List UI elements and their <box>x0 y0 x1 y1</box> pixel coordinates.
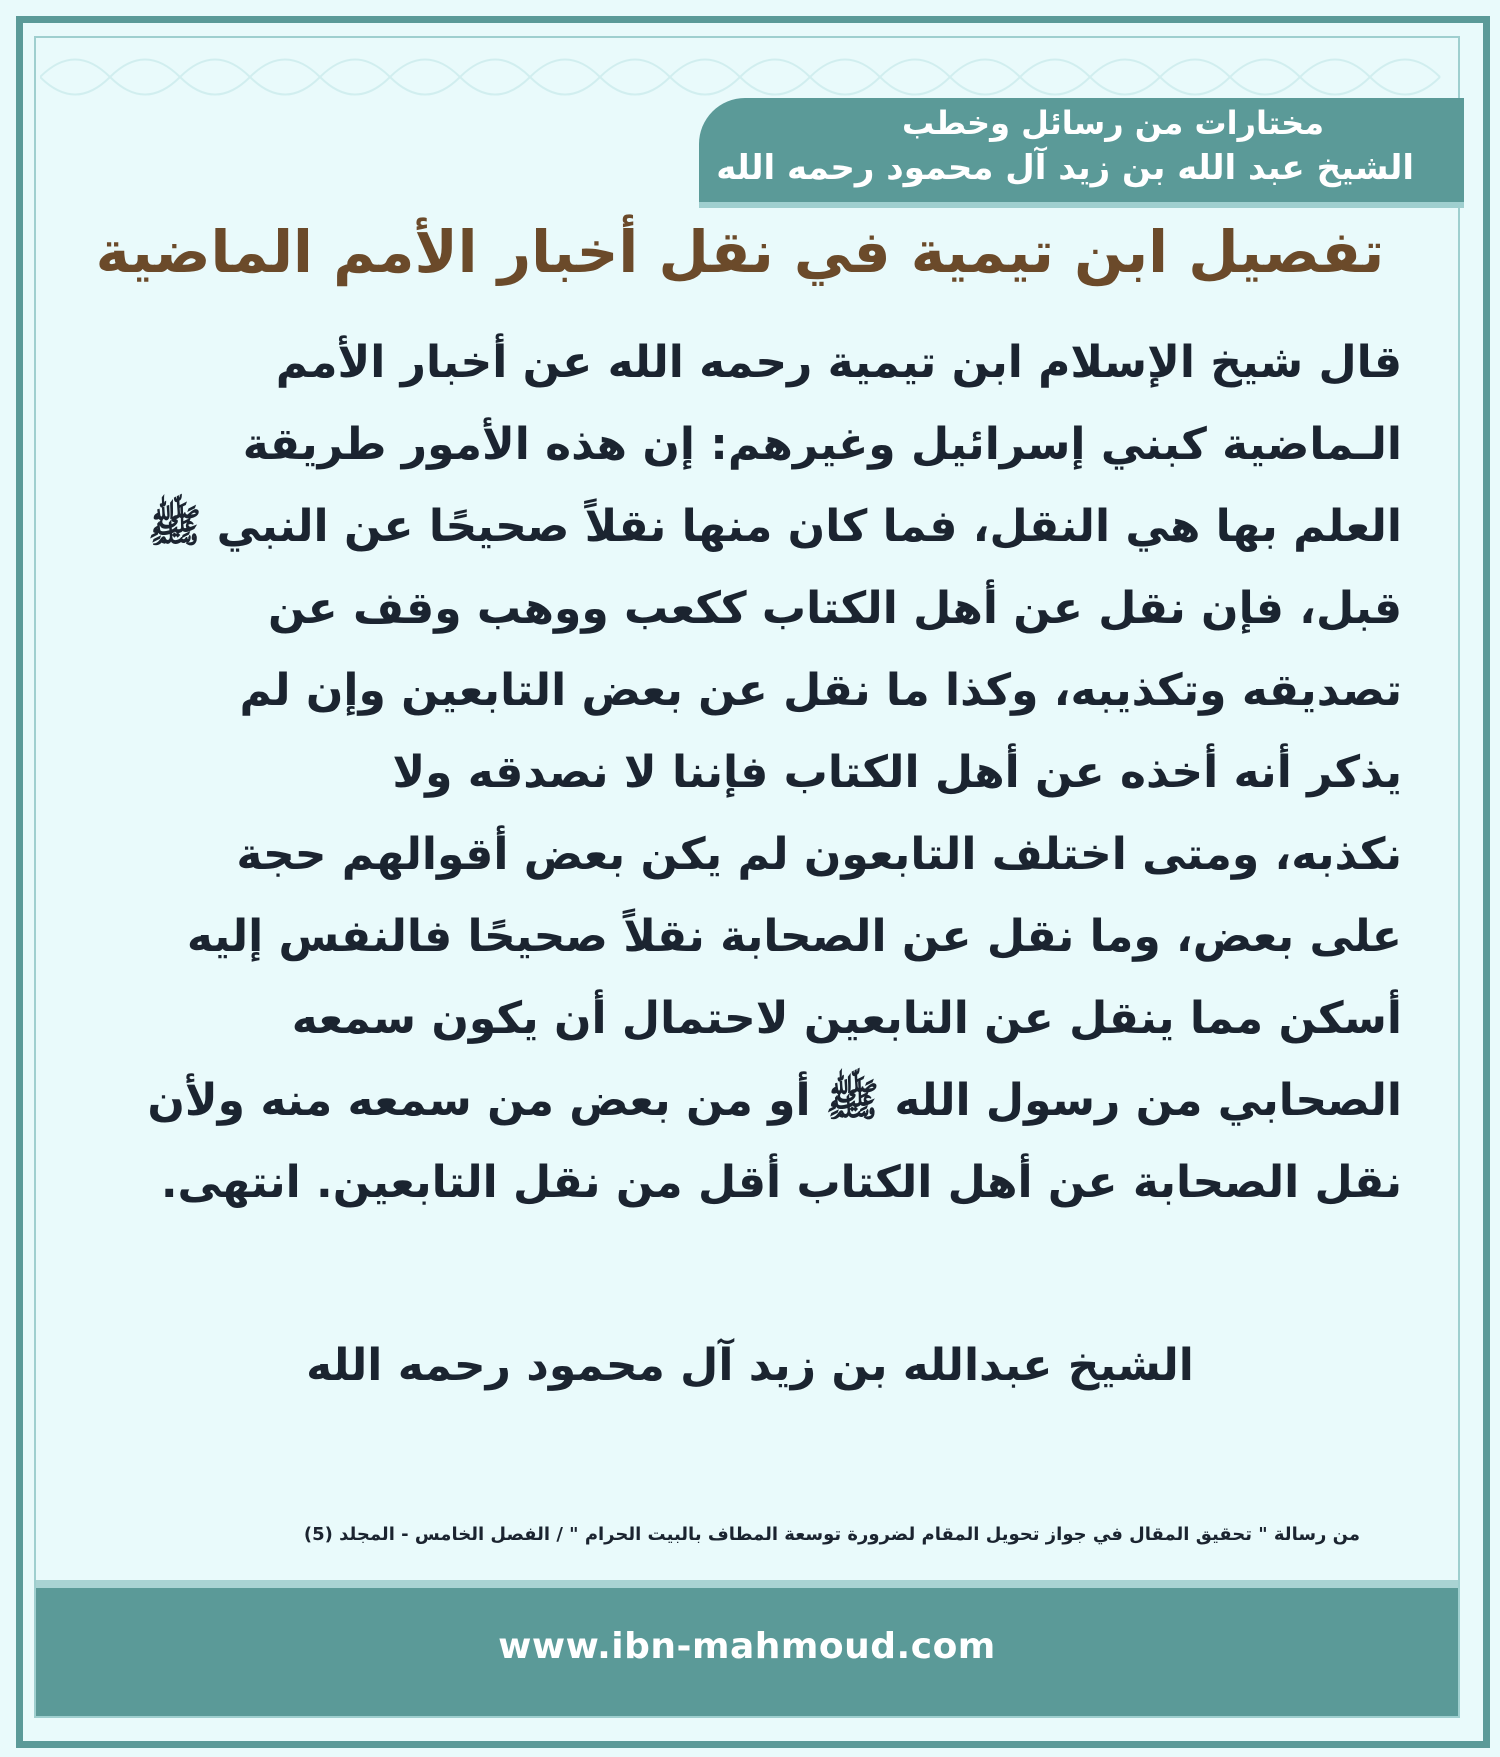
body-line: تصديقه وتكذيبه، وكذا ما نقل عن بعض التابعين وإن لم <box>239 665 1402 716</box>
author-signature: الشيخ عبدالله بن زيد آل محمود رحمه الله <box>306 1340 1194 1391</box>
footer-divider <box>36 1580 1458 1588</box>
body-line: قبل، فإن نقل عن أهل الكتاب ككعب ووهب وقف عن <box>268 583 1402 634</box>
footer-band <box>36 1588 1458 1716</box>
article-body <box>138 322 1402 1224</box>
body-line: أسكن مما ينقل عن التابعين لاحتمال أن يكون سمعه <box>291 993 1402 1044</box>
body-line: قال شيخ الإسلام ابن تيمية رحمه الله عن أخبار الأمم <box>275 337 1402 388</box>
website-url: www.ibn-mahmoud.com <box>498 1626 996 1667</box>
header-band <box>699 98 1464 202</box>
body-line: الصحابي من رسول الله ﷺ أو من بعض من سمعه منه ولأن <box>147 1075 1402 1126</box>
body-line: الـماضية كبني إسرائيل وغيرهم: إن هذه الأمور طريقة <box>242 419 1402 470</box>
body-line: على بعض، وما نقل عن الصحابة نقلاً صحيحًا فالنفس إليه <box>186 911 1402 962</box>
body-line: نقل الصحابة عن أهل الكتاب أقل من نقل التابعين. انتهى. <box>160 1157 1402 1208</box>
header-author: الشيخ عبد الله بن زيد آل محمود رحمه الله <box>716 148 1414 188</box>
header-series-title: مختارات من رسائل وخطب <box>901 104 1324 142</box>
body-line: يذكر أنه أخذه عن أهل الكتاب فإننا لا نصدقه ولا <box>392 747 1402 798</box>
page-title: تفصيل ابن تيمية في نقل أخبار الأمم الماضية <box>95 218 1385 286</box>
source-citation: من رسالة " تحقيق المقال في جواز تحويل المقام لضرورة توسعة المطاف بالبيت الحرام " / الفصل الخامس - المجلد (5) <box>303 1524 1360 1545</box>
body-line: العلم بها هي النقل، فما كان منها نقلاً صحيحًا عن النبي ﷺ <box>148 501 1402 552</box>
body-line: نكذبه، ومتى اختلف التابعون لم يكن بعض أقوالهم حجة <box>236 829 1402 880</box>
